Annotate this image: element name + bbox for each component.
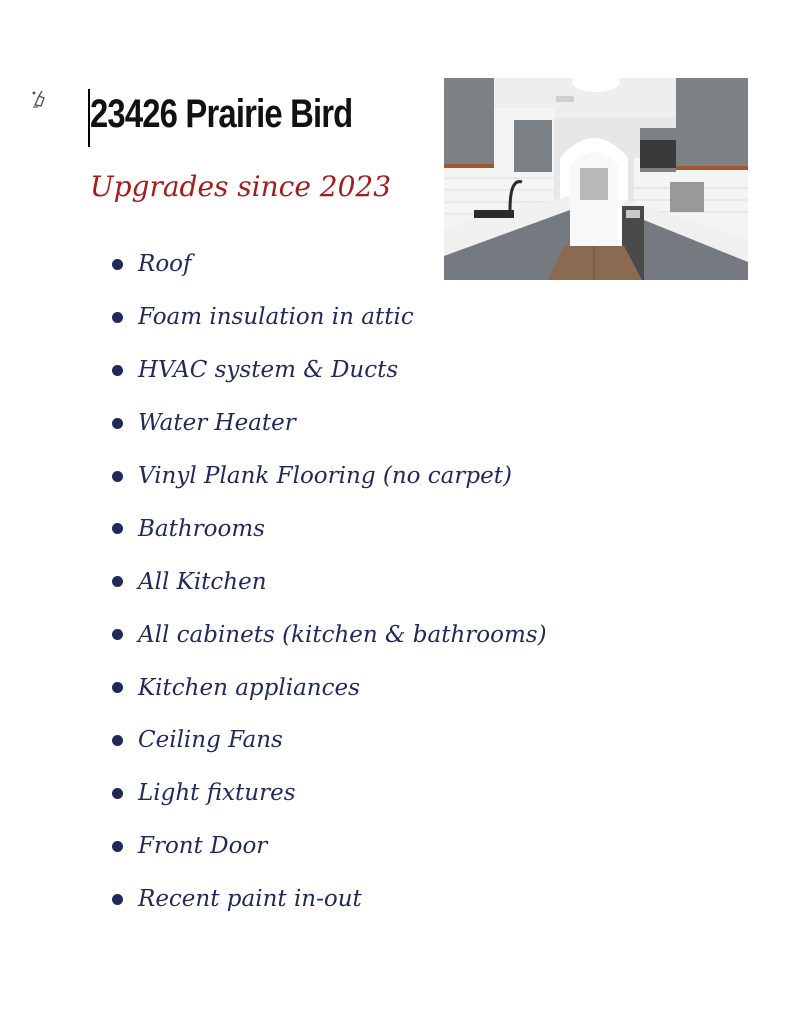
list-item	[112, 661, 547, 714]
list-item	[112, 397, 547, 450]
pen-anchor-icon[interactable]	[30, 88, 52, 110]
list-item-text: Recent paint in-out	[138, 886, 362, 913]
list-item	[112, 291, 547, 344]
list-item-text: Light fixtures	[138, 780, 296, 807]
list-item-text: Roof	[138, 251, 192, 278]
bullet-icon	[112, 894, 123, 905]
bullet-icon	[112, 788, 123, 799]
list-item	[112, 450, 547, 503]
list-item-text: Front Door	[138, 833, 268, 860]
bullet-icon	[112, 523, 123, 534]
page-subtitle: Upgrades since 2023	[90, 170, 392, 203]
list-item	[112, 238, 547, 291]
list-item	[112, 344, 547, 397]
bullet-icon	[112, 682, 123, 693]
list-item	[112, 608, 547, 661]
bullet-icon	[112, 259, 123, 270]
list-item-text: All Kitchen	[138, 568, 267, 595]
upgrades-list	[112, 238, 547, 926]
page-title: 23426 Prairie Bird	[90, 92, 353, 136]
list-item	[112, 555, 547, 608]
list-item	[112, 873, 547, 926]
list-item-text: HVAC system & Ducts	[138, 357, 399, 384]
list-item-text: Bathrooms	[138, 515, 265, 542]
bullet-icon	[112, 841, 123, 852]
bullet-icon	[112, 312, 123, 323]
bullet-icon	[112, 365, 123, 376]
list-item-text: Vinyl Plank Flooring (no carpet)	[138, 463, 512, 489]
bullet-icon	[112, 576, 123, 587]
list-item	[112, 714, 547, 767]
bullet-icon	[112, 735, 123, 746]
bullet-icon	[112, 471, 123, 482]
list-item	[112, 820, 547, 873]
list-item-text: Kitchen appliances	[138, 674, 360, 701]
list-item-text: Water Heater	[138, 410, 296, 437]
bullet-icon	[112, 418, 123, 429]
bullet-icon	[112, 629, 123, 640]
list-item-text: Ceiling Fans	[138, 727, 283, 754]
list-item-text: All cabinets (kitchen & bathrooms)	[138, 621, 547, 648]
list-item	[112, 767, 547, 820]
list-item-text: Foam insulation in attic	[138, 304, 414, 331]
list-item	[112, 502, 547, 555]
